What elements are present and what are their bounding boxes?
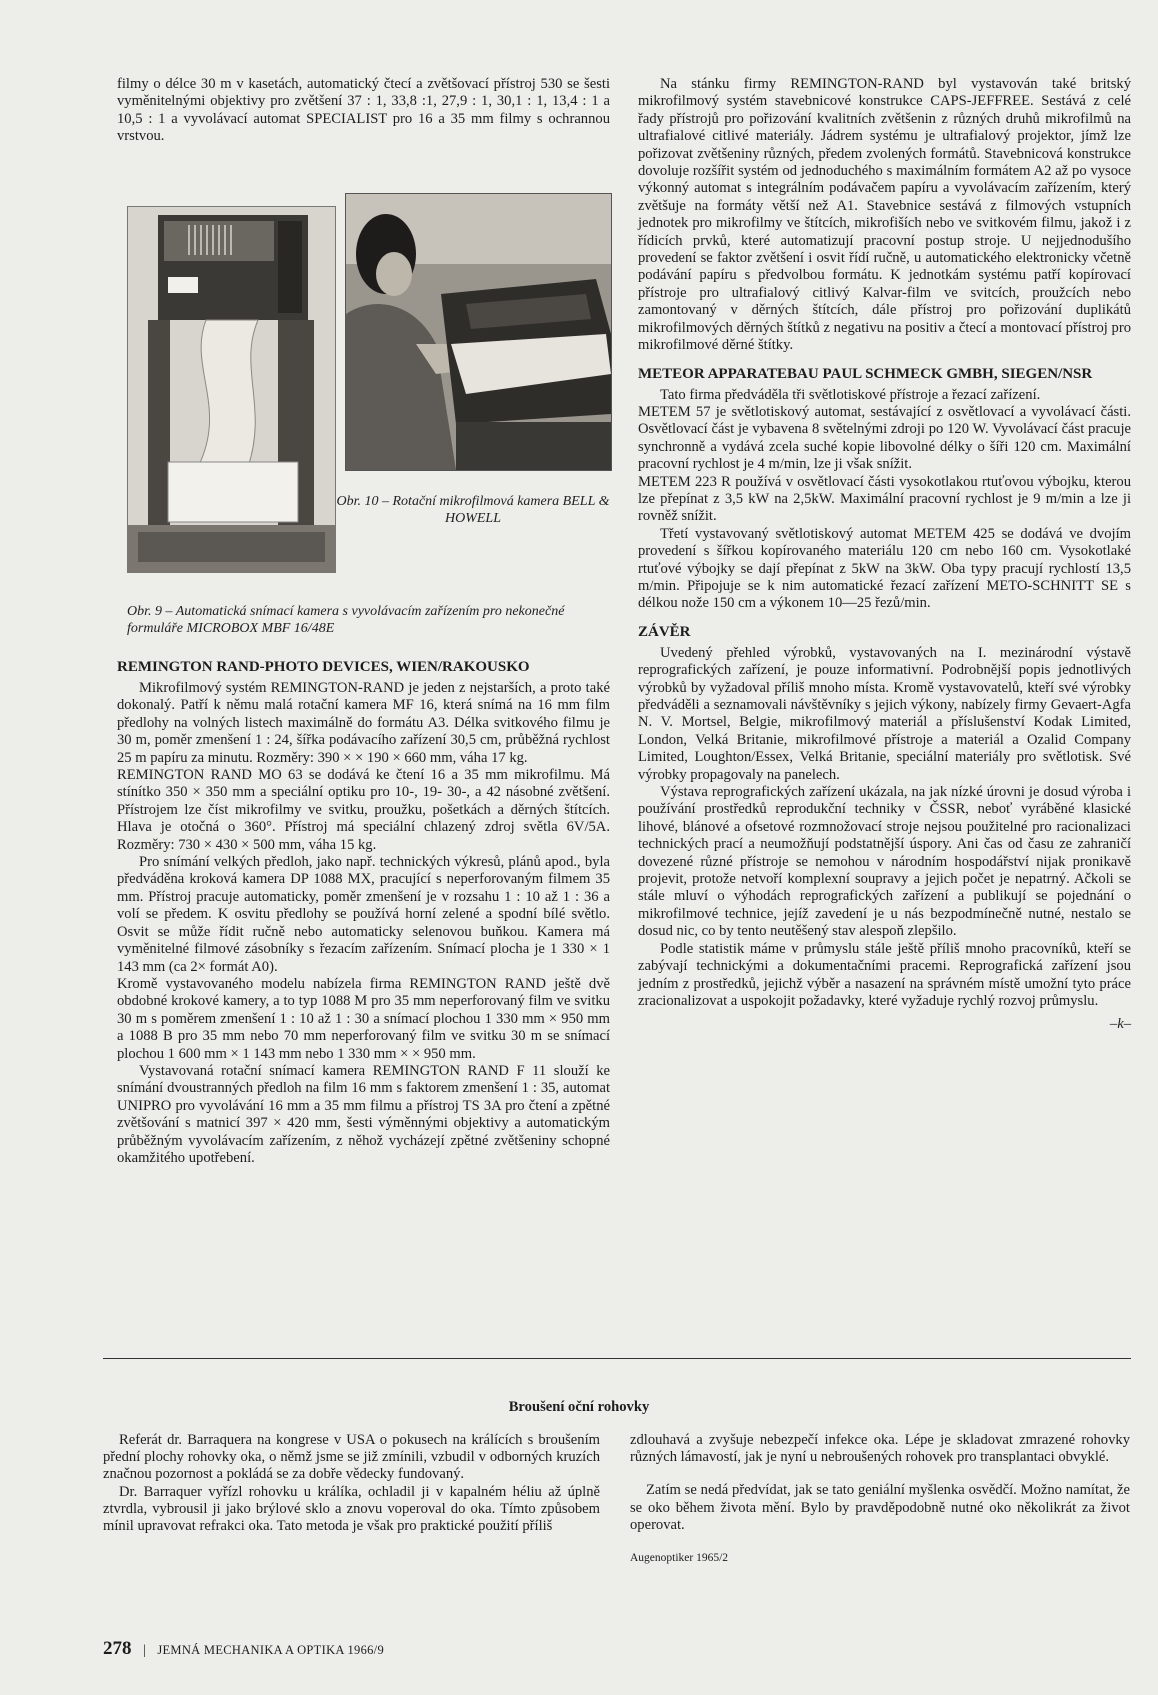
microbox-camera-illustration <box>128 207 335 572</box>
paragraph: METEM 57 je světlotiskový automat, sestávající z osvětlovací a vyvolávací části. Osvětlovací část je vybavena 8 světelnými zdroji po 120 W. Vyvolávací část pracuje synchronně a vydává zcela suché kopie libovolné délky o šíři 120 cm. Maximální pracovní rychlost je 4 m/min, lze ji však snížit. <box>638 403 1131 473</box>
section-heading-zaver: ZÁVĚR <box>638 623 691 640</box>
bottom-right-column <box>630 1432 1130 1567</box>
paragraph: METEM 223 R používá v osvětlovací části vysokotlakou rtuťovou výbojku, kterou lze přepínat z 3,5 kW na 2,5kW. Maximální pracovní rychlost je 9 m/min a lze ji rovněž snížit. <box>638 473 1131 525</box>
source-citation: Augenoptiker 1965/2 <box>630 1552 729 1565</box>
figure-10-photo <box>345 193 612 471</box>
section-heading-meteor: METEOR APPARATEBAU PAUL SCHMECK GMBH, SIEGEN/NSR <box>638 365 1093 382</box>
paragraph: REMINGTON RAND MO 63 se dodává ke čtení 16 a 35 mm mikrofilmu. Má stínítko 350 × 350 mm a speciální optiku pro 10-, 19- 30-, a 42 násobné zvětšení. Přístrojem lze číst mikrofilmy ve svitku, proužku, pošetkách a děrných štítcích. Hlava je otočná o 360°. Přístroj má speciální chlazený zdroj světla 6V/5A. Rozměry: 730 × 430 × 500 mm, váha 15 kg. <box>117 767 610 853</box>
footer-separator: | <box>143 1643 146 1658</box>
lead-paragraph: filmy o délce 30 m v kasetách, automatický čtecí a zvětšovací přístroj 530 se šesti vyměnitelnými objektivy pro zvětšení 37 : 1, 33,8 :1, 27,9 : 1, 30,1 : 1, 13,4 : 1 a 10,5 : 1 a vyvolávací automat SPECIALIST pro 16 a 35 mm filmy s ochrannou vrstvou. <box>117 76 610 145</box>
right-column <box>638 76 1131 1034</box>
paragraph: Uvedený přehled výrobků, vystavovaných na I. mezinárodní výstavě reprografických zařízení, je pouze informativní. Podrobnější popis jednotlivých výrobků by vyžadoval příliš mnoho místa. Kromě vystavovatelů, kteří své výrobky předváděli a seznamovali návštěvníky s jejich výkony, nabízely firmy Gevaert-Agfa N. V. Mortsel, Belgie, mikrofilmový materiál a příslušenství Kodak Limited, London, Velká Britanie, mikrofilmové přístroje a materiál a Ozalid Company Limited, Loughton/Essex, Velká Britanie, speciální materiály pro světlotisk. Své výrobky propagovaly na panelech. <box>638 644 1131 783</box>
paragraph: Mikrofilmový systém REMINGTON-RAND je jeden z nejstarších, a proto také dokonalý. Patří k němu malá rotační kamera MF 16, která snímá na 16 mm film předlohy na volných listech maximálně do formátu A3. Délka svitkového filmu je 30 m, poměr zmenšení 1 : 24, šířka podávacího zařízení 30,5 cm, průběžná rychlost 25 m papíru za minutu. Rozměry: 390 × × 190 × 660 mm, váha 17 kg. <box>117 680 610 766</box>
left-column-body <box>117 658 610 1167</box>
paragraph: Tato firma předváděla tři světlotiskové přístroje a řezací zařízení. <box>660 386 1041 403</box>
figure-9-photo <box>127 206 336 573</box>
section-divider <box>103 1358 1131 1359</box>
bell-howell-camera-illustration <box>346 194 611 470</box>
page-number: 278 <box>103 1638 132 1659</box>
section-heading-remington: REMINGTON RAND-PHOTO DEVICES, WIEN/RAKOUSKO <box>117 659 530 675</box>
bottom-article-title: Broušení oční rohovky <box>508 1399 650 1415</box>
paragraph: Vystavovaná rotační snímací kamera REMINGTON RAND F 11 slouží ke snímání dvoustranných předloh na film 16 mm s faktorem zmenšení 1 : 35, automat UNIPRO pro vyvolávání 16 mm a 35 mm filmu a přístroj TS 3A pro čtení a zpětné zvětšování s matnicí 397 × 420 mm, šesti výměnnými objektivy a automatickým průběžným vyvolávacím zařízením, z něhož vycházejí zpětné zvětšeniny schopné okamžitého upotřebení. <box>117 1062 610 1166</box>
paragraph: Na stánku firmy REMINGTON-RAND byl vystavován také britský mikrofilmový systém stavebnicové konstrukce CAPS-JEFFREE. Sestává z celé řady přístrojů pro pořizování kvalitních zvětšenin z různých druhů mikrofilmů na ultrafialové citlivé materiály. Jádrem systému je ultrafialový projektor, jímž lze pořizovat zvětšeniny různých, předem zvolených formátů. Stavebnicová konstrukce dovoluje rozšířit systém od jednoduchého s maximálním formátem A2 až po vysoce výkonný automat s integrálním podávačem papíru a vyvolávacím zařízením, který zvětšuje na formáty větší než A1. Stavebnice sestává z filmových vstupních jednotek pro mikrofilmy ve štítcích, mikrofiších nebo ve svitkovém filmu, jakož i z řídicích prvků, které automatizují pracovní postup stroje. U nejjednodušího provedení se faktor zvětšení i osvit řídí ručně, u automatického elektronicky včetně podávání papíru s předvolbou formátu. K jednotkám systému patří kopírovací přístroje pro ultrafialový citlivý Kalvar-film ve svitcích, proužcích nebo zamontovaný v děrných štítcích, dále přístroj pro pořizování duplikátů mikrofilmových děrných štítků z negativu na positiv a čtecí a montovací přístroj pro mikrofilmové děrné štítky. <box>638 76 1131 354</box>
paragraph: Dr. Barraquer vyřízl rohovku u králíka, ochladil ji v kapalném héliu až úplně ztvrdla, vybrousil ji jako brýlové sklo a znovu voperoval do oka. Tímto způsobem mínil upravovat refrakci oka. Tato metoda je však pro praktické použití příliš <box>103 1483 600 1535</box>
figure-10-caption: Obr. 10 – Rotační mikrofilmová kamera BELL & HOWELL <box>336 494 610 526</box>
figure-9-caption: Obr. 9 – Automatická snímací kamera s vyvolávacím zařízením pro nekonečné formuláře MICROBOX MBF 16/48E <box>127 604 565 636</box>
paragraph: Pro snímání velkých předloh, jako např. technických výkresů, plánů apod., byla předváděna kroková kamera DP 1088 MX, pracující s neperforovaným filmem 35 mm. Přístroj pracuje automaticky, poměr zmenšení je v rozsahu 1 : 10 až 1 : 36 a volí se předem. K osvitu předlohy se používá horní zelené a spodní bílé světlo. Osvit se může řídit ručně nebo automaticky selenovou buňkou. Kamera má vyměnitelné filmové zásobníky s řezacím zařízením. Snímací plocha je 1 330 × 1 143 mm (ca 2× formát A0). <box>117 854 610 975</box>
author-signature: –k– <box>1109 1016 1131 1033</box>
page-footer <box>103 1638 384 1660</box>
bottom-left-column <box>103 1432 600 1535</box>
paragraph: Kromě vystavovaného modelu nabízela firma REMINGTON RAND ještě dvě obdobné krokové kamery, a to typ 1088 M pro 35 mm neperforovaný film ve svitku 30 m s poměrem zmenšení 1 : 10 až 1 : 30 a snímací plochou 1 330 mm × 950 mm a 1088 B pro 35 mm nebo 70 mm neperforovaný film ve svitku 30 m se snímací plochou 1 600 mm × 1 143 mm nebo 1 330 mm × × 950 mm. <box>117 975 610 1062</box>
journal-name: JEMNÁ MECHANIKA A OPTIKA 1966/9 <box>157 1643 384 1657</box>
paragraph: Referát dr. Barraquera na kongrese v USA o pokusech na králících s broušením přední plochy rohovky oka, o němž jsme se již zmínili, vzbudil v odborných kruzích značnou pozornost a pokládá se za dobře vědecky fundovaný. <box>103 1432 600 1483</box>
left-column <box>117 76 610 146</box>
paragraph: Podle statistik máme v průmyslu stále ještě příliš mnoho pracovníků, kteří se zabývají technickými a dokumentačními pracemi. Reprografická zařízení jsou jedním z prostředků, jejichž výběr a nasazení na správném místě umožní tyto práce zracionalizovat a uspokojit požadavky, které vyžaduje rychlý rozvoj průmyslu. <box>638 940 1131 1009</box>
paragraph: Zatím se nedá předvídat, jak se tato geniální myšlenka osvědčí. Možno namítat, že se oko během života mění. Bylo by pravděpodobně nutné oko několikrát za život operovat. <box>630 1482 1130 1533</box>
paragraph: zdlouhavá a zvyšuje nebezpečí infekce oka. Lépe je skladovat zmrazené rohovky různých lámavostí, jak je nyní u nebroušených rohovek pro transplantaci obvyklé. <box>630 1432 1130 1466</box>
paragraph: Třetí vystavovaný světlotiskový automat METEM 425 se dodává ve dvojím provedení s šířkou kopírovaného materiálu 120 cm nebo 160 cm. Vysokotlaké rtuťové výbojky se dají přepínat z 5kW na 3kW. Oba typy pracují rychlostí 13,5 m/min. Připojuje se k nim automatické řezací zařízení METO-SCHNITT SE s délkou nože 150 cm a výkonem 10—25 řezů/min. <box>638 525 1131 612</box>
paragraph: Výstava reprografických zařízení ukázala, na jak nízké úrovni je dosud výroba i používání prostředků reprodukční techniky v ČSSR, neboť vyráběné klasické lihové, blánové a ofsetové rozmnožovací stroje nejsou použitelné pro racionalizaci technických prací a neumožňují podstatnější úspory. Ani čas od času ze zahraničí dovezené různé přístroje se nemohou v národním hospodářství nijak pronikavě projevit, protože netvoří komplexní soupravy a jejich počet je nepatrný. Ačkoli se stále mluví o výhodách reprografických zařízení a publikují se pojednání o mikrofilmové technice, jejíž zavedení je u nás bezpodmínečně nutné, nestalo se dosud nic, co by tento neutěšený stav alespoň zlepšilo. <box>638 784 1131 940</box>
